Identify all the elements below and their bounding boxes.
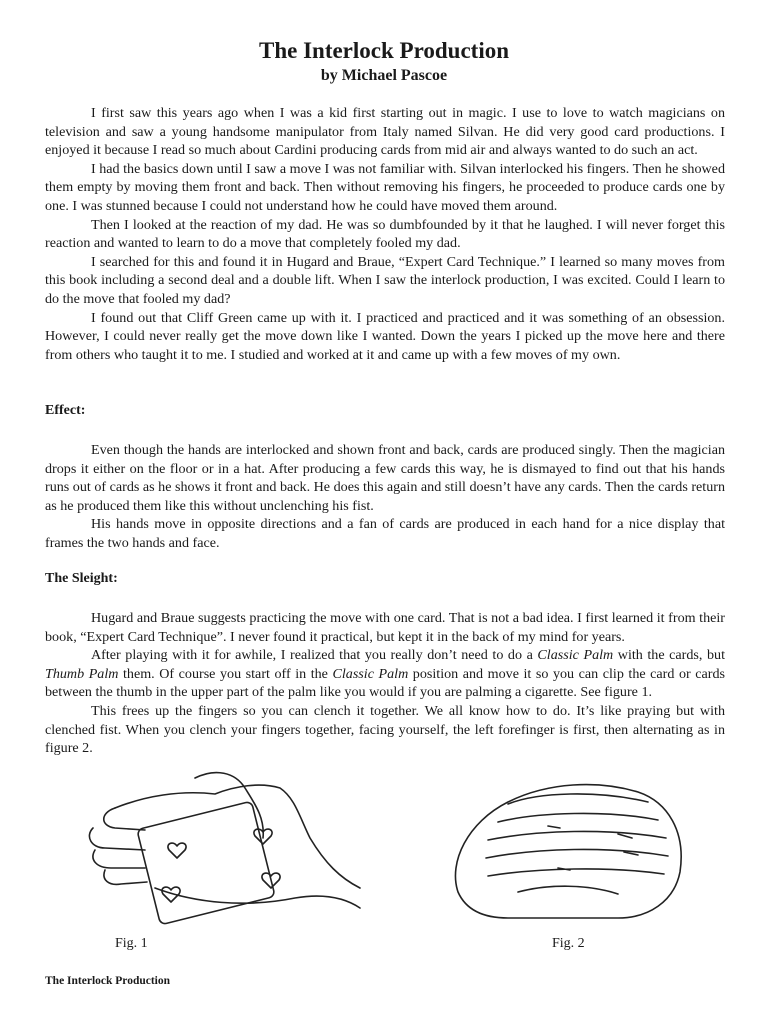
author-byline: by Michael Pascoe [320, 67, 448, 84]
page-title: The Interlock Production [258, 38, 510, 63]
thumb-outline [518, 886, 618, 894]
finger-outline [488, 869, 664, 876]
figure-2-caption: Fig. 2 [552, 936, 585, 951]
sleight-section [45, 609, 725, 758]
figure-2-interlocked-hands-illustration [448, 772, 688, 922]
sleight-paragraph [45, 646, 725, 702]
sleight-heading: The Sleight: [45, 571, 118, 586]
heart-pip-icon [168, 843, 186, 858]
text-run: position and move it so you can clip the card or cards between the thumb in the upper part of the palm like you would if you are palming a cigarette. See figure 1. [45, 665, 725, 701]
effect-section [45, 441, 725, 553]
finger-outline [89, 828, 145, 850]
playing-card [137, 801, 275, 925]
text-run: them. Of course you start off in the [118, 665, 333, 682]
intro-paragraph: Then I looked at the reaction of my dad. He was so dumbfounded by it that he laughed. I will never forget this reaction and wanted to learn to do a move that completely fooled my dad. [45, 216, 725, 252]
intro-paragraph: I had the basics down until I saw a move I was not familiar with. Silvan interlocked his fingers. Then he showed them empty by moving them front and back. Then without removing his fingers, he proceeded to produce cards one by one. I was stunned because I could not understand how he could have moved them around. [45, 160, 725, 214]
hands-outline [455, 785, 681, 918]
term-classic-palm: Classic Palm [332, 665, 409, 682]
heart-pip-icon [162, 887, 180, 902]
hand-outline [115, 785, 360, 888]
page-footer: The Interlock Production [45, 975, 171, 987]
intro-paragraph: I found out that Cliff Green came up with it. I practiced and practiced and it was something of an obsession. However, I could never really get the move down like I wanted. Down the years I picked up the move here and there from others who taught it to me. I studied and worked at it and came up with a few moves of my own. [45, 309, 725, 363]
finger-outline [93, 850, 145, 868]
term-thumb-palm: Thumb Palm [45, 665, 119, 682]
sleight-paragraph: Hugard and Braue suggests practicing the move with one card. That is not a bad idea. I first learned it from their book, “Expert Card Technique”. I never found it practical, but kept it in the back of my mind for years. [45, 610, 725, 645]
figure-1-hand-card-illustration [85, 768, 365, 928]
finger-outline [508, 794, 648, 804]
intro-paragraph: I searched for this and found it in Hugard and Braue, “Expert Card Technique.” I learned so many moves from this book including a second deal and a double lift. When I saw the interlock production, I was excited. Could I learn to do the move that fooled my dad? [45, 253, 725, 307]
intro-paragraph: I first saw this years ago when I was a kid first starting out in magic. I use to love to watch magicians on television and saw a young handsome manipulator from Italy named Silvan. He did very good card productions. I enjoyed it because I read so much about Cardini producing cards from mid air and always wanted to do such an act. [45, 105, 725, 159]
finger-outline [104, 870, 147, 884]
sleight-paragraph: This frees up the fingers so you can clench it together. We all know how to do. It’s like praying but with clenched fist. When you clench your fingers together, facing yourself, the left forefinger is first, then alternating as in figure 2. [45, 702, 725, 757]
finger-outline [486, 849, 668, 858]
effect-heading: Effect: [45, 403, 86, 418]
effect-paragraph: Even though the hands are interlocked and shown front and back, cards are produced singly. Then the magician drops it either on the floor or in a hat. After producing a few cards this way, he is dismayed to find out that his hands runs out of cards as he shows it front and back. He does this again and still doesn’t have any cards. Then the cards return as he produced them like this without unclenching his fist. [45, 442, 725, 514]
intro-section [45, 104, 725, 364]
figure-1-caption: Fig. 1 [115, 936, 148, 951]
finger-outline [488, 831, 666, 840]
text-run: with the cards, but [613, 647, 725, 664]
palm-outline [155, 888, 360, 908]
finger-outline [498, 813, 658, 822]
term-classic-palm: Classic Palm [537, 647, 614, 664]
finger-outline [104, 808, 145, 830]
effect-paragraph: His hands move in opposite directions and a fan of cards are produced in each hand for a nice display that frames the two hands and face. [45, 516, 725, 551]
text-run: After playing with it for awhile, I realized that you really don’t need to do a [91, 647, 538, 664]
